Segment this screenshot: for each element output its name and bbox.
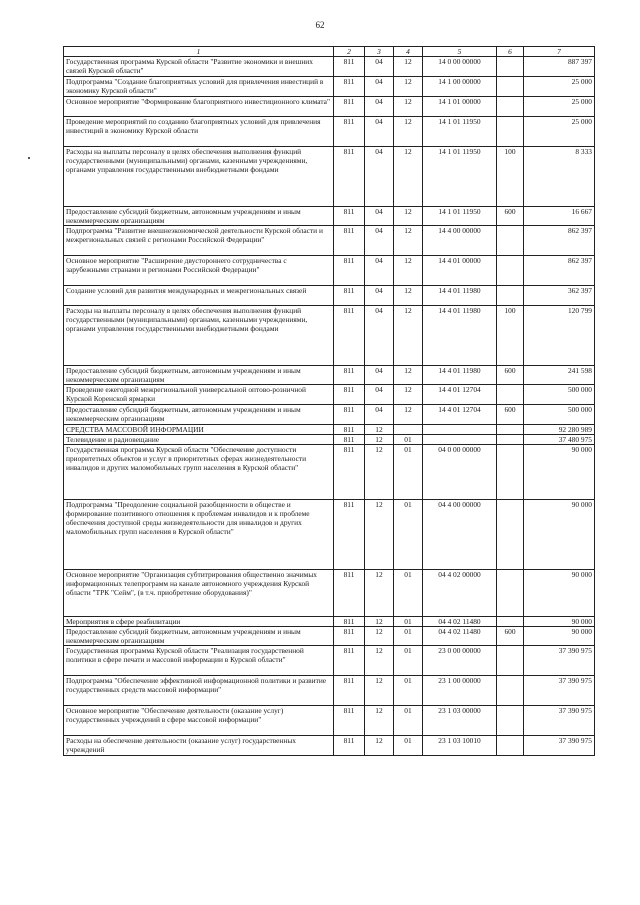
code-vedomstvo: 811 [334,226,365,256]
code-razdel: 04 [365,256,394,286]
code-target: 23 1 03 10010 [423,736,497,756]
code-razdel: 12 [365,617,394,627]
code-razdel: 12 [365,425,394,435]
code-target: 04 4 02 11480 [423,617,497,627]
code-target: 23 0 00 00000 [423,646,497,676]
code-vedomstvo: 811 [334,147,365,207]
code-podrazdel: 01 [394,736,423,756]
row-name: Проведение мероприятий по созданию благоприятных условий для привлечения инвестиций в экономику Курской области [64,117,334,147]
code-razdel: 04 [365,147,394,207]
code-razdel: 12 [365,676,394,706]
code-expense-type [497,646,524,676]
column-number: 2 [334,47,365,57]
code-expense-type [497,226,524,256]
row-name: Основное мероприятие "Обеспечение деятельности (оказание услуг) государственных учреждений в сфере массовой информации" [64,706,334,736]
code-target: 04 0 00 00000 [423,445,497,500]
table-row [64,736,595,756]
code-expense-type: 100 [497,306,524,366]
amount: 120 799 [524,306,595,366]
row-name: Предоставление субсидий бюджетным, автономным учреждениям и иным некоммерческим организациям [64,627,334,646]
code-target: 14 1 00 00000 [423,77,497,97]
code-razdel: 04 [365,385,394,405]
amount: 90 000 [524,627,595,646]
amount: 90 000 [524,500,595,570]
code-razdel: 04 [365,97,394,117]
code-podrazdel: 12 [394,207,423,226]
code-expense-type: 600 [497,207,524,226]
code-expense-type [497,736,524,756]
row-name: СРЕДСТВА МАССОВОЙ ИНФОРМАЦИИ [64,425,334,435]
code-target: 04 4 00 00000 [423,500,497,570]
code-vedomstvo: 811 [334,617,365,627]
code-vedomstvo: 811 [334,405,365,425]
row-name: Подпрограмма "Обеспечение эффективной информационной политики и развитие государственных средств массовой информации" [64,676,334,706]
code-razdel: 04 [365,207,394,226]
code-podrazdel: 01 [394,676,423,706]
code-target: 14 4 01 00000 [423,256,497,286]
code-razdel: 12 [365,570,394,617]
code-razdel: 04 [365,286,394,306]
code-expense-type [497,117,524,147]
amount: 241 598 [524,366,595,385]
row-name: Телевидение и радиовещание [64,435,334,445]
code-razdel: 04 [365,117,394,147]
code-expense-type [497,570,524,617]
column-number: 6 [497,47,524,57]
code-expense-type: 600 [497,405,524,425]
table-row [64,385,595,405]
table-row [64,147,595,207]
table-row [64,646,595,676]
amount: 25 000 [524,97,595,117]
code-expense-type [497,57,524,77]
code-vedomstvo: 811 [334,445,365,500]
code-vedomstvo: 811 [334,97,365,117]
code-podrazdel: 01 [394,500,423,570]
code-razdel: 12 [365,435,394,445]
code-razdel: 04 [365,77,394,97]
code-podrazdel: 12 [394,226,423,256]
amount: 37 390 975 [524,736,595,756]
code-expense-type [497,676,524,706]
column-number: 5 [423,47,497,57]
code-target [423,425,497,435]
column-number: 3 [365,47,394,57]
code-target: 14 4 01 11980 [423,286,497,306]
code-expense-type: 600 [497,366,524,385]
amount: 37 390 975 [524,646,595,676]
code-podrazdel: 01 [394,627,423,646]
code-target: 14 4 01 11980 [423,306,497,366]
code-vedomstvo: 811 [334,57,365,77]
code-target: 14 0 00 00000 [423,57,497,77]
code-vedomstvo: 811 [334,306,365,366]
code-vedomstvo: 811 [334,435,365,445]
row-name: Государственная программа Курской области "Реализация государственной политики в сфере печати и массовой информации в Курской области" [64,646,334,676]
table-row [64,97,595,117]
amount: 90 000 [524,445,595,500]
code-vedomstvo: 811 [334,570,365,617]
code-target: 14 4 01 11980 [423,366,497,385]
margin-dot [28,157,30,159]
table-row [64,286,595,306]
row-name: Мероприятия в сфере реабилитации [64,617,334,627]
code-podrazdel: 12 [394,97,423,117]
row-name: Государственная программа Курской области "Развитие экономики и внешних связей Курской области" [64,57,334,77]
code-podrazdel: 12 [394,256,423,286]
code-vedomstvo: 811 [334,366,365,385]
code-razdel: 12 [365,736,394,756]
code-vedomstvo: 811 [334,646,365,676]
code-razdel: 12 [365,445,394,500]
amount: 92 280 989 [524,425,595,435]
row-name: Предоставление субсидий бюджетным, автономным учреждениям и иным некоммерческим организациям [64,405,334,425]
amount: 16 667 [524,207,595,226]
table-row [64,117,595,147]
code-podrazdel: 12 [394,286,423,306]
code-podrazdel: 01 [394,617,423,627]
row-name: Расходы на выплаты персоналу в целях обеспечения выполнения функций государственными (муниципальными) органами, казенными учреждениями, органами управления государственными внебюджетными фондами [64,306,334,366]
code-podrazdel: 01 [394,445,423,500]
code-podrazdel: 01 [394,435,423,445]
table-row [64,207,595,226]
code-expense-type [497,706,524,736]
code-target: 14 4 00 00000 [423,226,497,256]
table-row [64,627,595,646]
code-podrazdel: 12 [394,147,423,207]
column-number-row [64,47,595,57]
code-expense-type [497,256,524,286]
table-row [64,366,595,385]
code-target: 14 1 01 11950 [423,147,497,207]
row-name: Проведение ежегодной межрегиональной универсальной оптово-розничной Курской Коренской ярмарки [64,385,334,405]
code-razdel: 12 [365,627,394,646]
code-target: 23 1 03 00000 [423,706,497,736]
row-name: Подпрограмма "Преодоление социальной разобщенности в обществе и формирование позитивного отношения к проблемам инвалидов и к проблеме обеспечения доступной среды жизнедеятельности для инвалидов и других маломобильных групп населения в Курской области" [64,500,334,570]
code-expense-type [497,425,524,435]
code-expense-type [497,385,524,405]
row-name: Создание условий для развития международных и межрегиональных связей [64,286,334,306]
table-row [64,617,595,627]
code-vedomstvo: 811 [334,77,365,97]
table-row [64,306,595,366]
amount: 25 000 [524,117,595,147]
row-name: Основное мероприятие "Расширение двустороннего сотрудничества с зарубежными странами и регионами Российской Федерации" [64,256,334,286]
amount: 8 333 [524,147,595,207]
amount: 90 000 [524,617,595,627]
code-podrazdel: 12 [394,385,423,405]
column-number: 1 [64,47,334,57]
code-expense-type [497,77,524,97]
row-name: Основное мероприятие "Организация субтитрирования общественно значимых информационных телепрограмм на канале автономного учреждения Курской области "ТРК "Сейм", (в т.ч. приобретение оборудования)" [64,570,334,617]
code-podrazdel: 12 [394,77,423,97]
column-number: 4 [394,47,423,57]
table-row [64,706,595,736]
amount: 862 397 [524,256,595,286]
code-target: 14 1 01 11950 [423,117,497,147]
table-row [64,77,595,97]
row-name: Предоставление субсидий бюджетным, автономным учреждениям и иным некоммерческим организациям [64,366,334,385]
amount: 500 000 [524,405,595,425]
code-target: 04 4 02 00000 [423,570,497,617]
amount: 37 390 975 [524,676,595,706]
code-podrazdel: 12 [394,366,423,385]
amount: 362 397 [524,286,595,306]
code-vedomstvo: 811 [334,627,365,646]
code-expense-type: 100 [497,147,524,207]
column-number: 7 [524,47,595,57]
code-podrazdel: 12 [394,405,423,425]
table-row [64,405,595,425]
code-podrazdel: 12 [394,306,423,366]
code-podrazdel [394,425,423,435]
code-expense-type: 600 [497,627,524,646]
amount: 25 000 [524,77,595,97]
code-target: 14 4 01 12704 [423,385,497,405]
table-row [64,570,595,617]
code-target [423,435,497,445]
code-podrazdel: 01 [394,706,423,736]
row-name: Предоставление субсидий бюджетным, автономным учреждениям и иным некоммерческим организациям [64,207,334,226]
code-vedomstvo: 811 [334,385,365,405]
table-body [64,47,595,756]
code-target: 14 1 01 11950 [423,207,497,226]
table-row [64,226,595,256]
amount: 37 390 975 [524,706,595,736]
code-vedomstvo: 811 [334,676,365,706]
code-expense-type [497,445,524,500]
code-podrazdel: 01 [394,646,423,676]
code-razdel: 04 [365,366,394,385]
code-vedomstvo: 811 [334,117,365,147]
amount: 37 480 975 [524,435,595,445]
code-vedomstvo: 811 [334,706,365,736]
code-vedomstvo: 811 [334,256,365,286]
budget-table [63,46,595,756]
code-expense-type [497,500,524,570]
row-name: Подпрограмма "Создание благоприятных условий для привлечения инвестиций в экономику Курской области" [64,77,334,97]
table-row [64,676,595,706]
code-podrazdel: 12 [394,117,423,147]
row-name: Расходы на обеспечение деятельности (оказание услуг) государственных учреждений [64,736,334,756]
code-podrazdel: 12 [394,57,423,77]
table-row [64,425,595,435]
amount: 887 397 [524,57,595,77]
row-name: Основное мероприятие "Формирование благоприятного инвестиционного климата" [64,97,334,117]
code-razdel: 04 [365,226,394,256]
code-expense-type [497,617,524,627]
table-row [64,57,595,77]
code-target: 14 1 01 00000 [423,97,497,117]
code-razdel: 04 [365,306,394,366]
row-name: Подпрограмма "Развитие внешнеэкономической деятельности Курской области и межрегиональных связей с регионами Российской Федерации" [64,226,334,256]
code-razdel: 04 [365,405,394,425]
code-vedomstvo: 811 [334,425,365,435]
code-target: 04 4 02 11480 [423,627,497,646]
code-razdel: 04 [365,57,394,77]
code-razdel: 12 [365,500,394,570]
code-target: 14 4 01 12704 [423,405,497,425]
code-expense-type [497,286,524,306]
code-vedomstvo: 811 [334,736,365,756]
code-expense-type [497,97,524,117]
code-vedomstvo: 811 [334,500,365,570]
table-row [64,256,595,286]
code-target: 23 1 00 00000 [423,676,497,706]
code-podrazdel: 01 [394,570,423,617]
code-expense-type [497,435,524,445]
amount: 500 000 [524,385,595,405]
code-razdel: 12 [365,646,394,676]
code-vedomstvo: 811 [334,286,365,306]
amount: 862 397 [524,226,595,256]
row-name: Государственная программа Курской области "Обеспечение доступности приоритетных объектов и услуг в приоритетных сферах жизнедеятельности инвалидов и других маломобильных групп населения в Курской области" [64,445,334,500]
amount: 90 000 [524,570,595,617]
table-row [64,500,595,570]
table-row [64,435,595,445]
table-row [64,445,595,500]
page-number: 62 [315,20,325,30]
row-name: Расходы на выплаты персоналу в целях обеспечения выполнения функций государственными (муниципальными) органами, казенными учреждениями, органами управления государственными внебюджетными фондами [64,147,334,207]
code-razdel: 12 [365,706,394,736]
code-vedomstvo: 811 [334,207,365,226]
